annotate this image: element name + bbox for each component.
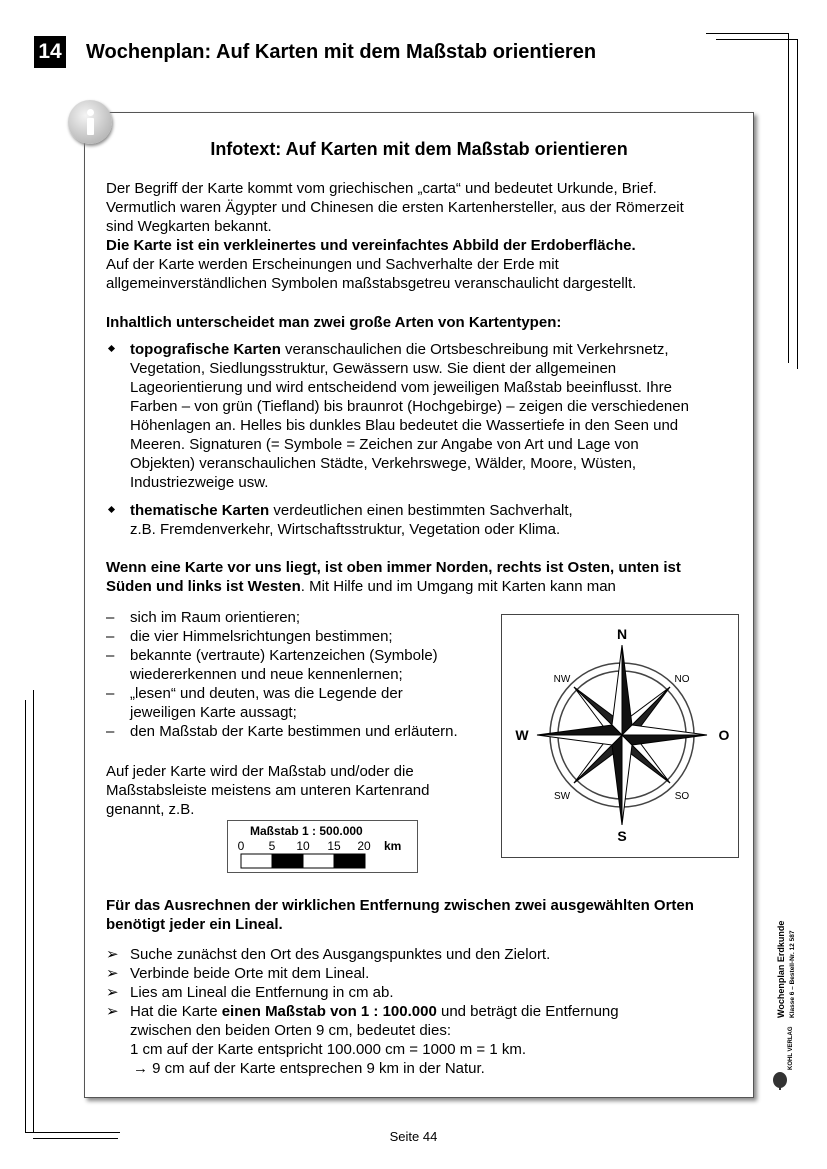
arrow-bullet-icon: ➢ bbox=[106, 984, 119, 1001]
ability-item: den Maßstab der Karte bestimmen und erläutern. bbox=[130, 723, 458, 740]
ability-item: jeweiligen Karte aussagt; bbox=[130, 704, 297, 721]
ability-item: sich im Raum orientieren; bbox=[130, 609, 301, 626]
compass-label-so: SO bbox=[674, 791, 690, 802]
scale-text: Maßstabsleiste meistens am unteren Kartenrand bbox=[106, 782, 430, 799]
topo-line: Meeren. Signaturen (= Symbole = Zeichen zur Angabe von Art und Lage von bbox=[130, 436, 639, 453]
them-line bbox=[130, 501, 573, 520]
direction-text: Wenn eine Karte vor uns liegt, ist oben immer Norden, rechts ist Osten, unten ist bbox=[106, 559, 681, 576]
step-item: 1 cm auf der Karte entspricht 100.000 cm = 1000 m = 1 km. bbox=[130, 1041, 527, 1058]
page-footer: Seite 44 bbox=[389, 1129, 438, 1144]
distance-heading: benötigt jeder ein Lineal. bbox=[106, 916, 283, 933]
compass-rose bbox=[501, 614, 739, 858]
arrow-bullet-icon: ➢ bbox=[106, 1003, 119, 1020]
scale-text: genannt, z.B. bbox=[106, 801, 195, 818]
intro-line: Vermutlich waren Ägypter und Chinesen die ersten Kartenhersteller, aus der Römerzeit bbox=[106, 199, 684, 216]
side-label bbox=[772, 900, 806, 1070]
side-label-line1: Wochenplan Erdkunde bbox=[776, 920, 786, 1018]
them-term: thematische Karten bbox=[130, 502, 270, 519]
topo-line: Vegetation, Siedlungsstruktur, Gewässern usw. Sie dient der allgemeinen bbox=[130, 360, 617, 377]
topo-term: topografische Karten bbox=[130, 341, 281, 358]
ability-item: bekannte (vertraute) Kartenzeichen (Symbole) bbox=[130, 647, 438, 664]
result-text: → 9 cm auf der Karte entsprechen 9 km in der Natur. bbox=[133, 1060, 485, 1077]
direction-rest: . Mit Hilfe und im Umgang mit Karten kann man bbox=[300, 578, 616, 595]
compass-label-nw: NW bbox=[553, 674, 571, 685]
scale-tick-label: 0 bbox=[237, 839, 245, 853]
ability-item: wiedererkennen und neue kennenlernen; bbox=[130, 666, 403, 683]
intro-line: sind Wegkarten bekannt. bbox=[106, 218, 272, 235]
dash-marker: – bbox=[106, 609, 115, 626]
scale-segment bbox=[303, 854, 334, 868]
step-item: Lies am Lineal die Entfernung in cm ab. bbox=[130, 984, 394, 1001]
topo-line: Höhenlagen an. Helles bis dunkles Blau bedeutet die Wassertiefe in den Seen und bbox=[130, 417, 679, 434]
step-item: Suche zunächst den Ort des Ausgangspunktes und den Zielort. bbox=[130, 946, 551, 963]
scale-title: Maßstab 1 : 500.000 bbox=[250, 824, 363, 838]
page-title: Wochenplan: Auf Karten mit dem Maßstab orientieren bbox=[86, 41, 597, 63]
description-line: allgemeinverständlichen Symbolen maßstabsgetreu veranschaulicht dargestellt. bbox=[106, 275, 637, 292]
arrow-bullet-icon: ➢ bbox=[106, 946, 119, 963]
them-line: z.B. Fremdenverkehr, Wirtschaftsstruktur, Vegetation oder Klima. bbox=[130, 521, 561, 538]
side-label-line2: Klasse 6 – Bestell-Nr. 12 587 bbox=[789, 930, 796, 1018]
compass-label-no: NO bbox=[674, 674, 690, 685]
types-heading: Inhaltlich unterscheidet man zwei große Arten von Kartentypen: bbox=[106, 314, 562, 331]
publisher-name: KOHL VERLAG bbox=[788, 1026, 794, 1070]
step-text: Hat die Karte bbox=[130, 1003, 222, 1020]
scale-unit: km bbox=[384, 839, 402, 853]
step-text: und beträgt die Entfernung bbox=[436, 1003, 619, 1020]
description-line: Auf der Karte werden Erscheinungen und Sachverhalte der Erde mit bbox=[106, 256, 559, 273]
publisher-logo-icon bbox=[773, 1072, 787, 1090]
topo-line: Lageorientierung und wird entscheidend vom jeweiligen Maßstab beeinflusst. Ihre bbox=[130, 379, 672, 396]
topo-line: Objekten) veranschaulichen Städte, Verkehrswege, Wälder, Moore, Wüsten, bbox=[130, 455, 637, 472]
info-title: Infotext: Auf Karten mit dem Maßstab orientieren bbox=[210, 139, 628, 159]
dash-marker: – bbox=[106, 628, 115, 645]
scale-segment bbox=[272, 854, 303, 868]
direction-text bbox=[106, 577, 616, 596]
compass-label-n: N bbox=[616, 626, 628, 642]
scale-tick-label: 10 bbox=[296, 839, 310, 853]
ability-item: „lesen“ und deuten, was die Legende der bbox=[130, 685, 403, 702]
compass-label-o: O bbox=[718, 727, 730, 743]
compass-label-w: W bbox=[515, 727, 529, 743]
scale-tick-label: 15 bbox=[327, 839, 341, 853]
them-text: verdeutlichen einen bestimmten Sachverhalt, bbox=[269, 502, 573, 519]
ability-item: die vier Himmelsrichtungen bestimmen; bbox=[130, 628, 393, 645]
dash-marker: – bbox=[106, 647, 115, 664]
scale-segment bbox=[334, 854, 365, 868]
dash-marker: – bbox=[106, 685, 115, 702]
scale-text: Auf jeder Karte wird der Maßstab und/oder die bbox=[106, 763, 414, 780]
dash-marker: – bbox=[106, 723, 115, 740]
page-number-badge: 14 bbox=[34, 36, 66, 68]
direction-bold: Süden und links ist Westen bbox=[106, 578, 301, 595]
step-item: Verbinde beide Orte mit dem Lineal. bbox=[130, 965, 370, 982]
arrow-bullet-icon: ➢ bbox=[106, 965, 119, 982]
compass-label-s: S bbox=[617, 828, 627, 844]
scale-segment bbox=[241, 854, 272, 868]
scale-tick-label: 20 bbox=[357, 839, 371, 853]
compass-label-sw: SW bbox=[553, 791, 571, 802]
scale-tick-label: 5 bbox=[268, 839, 276, 853]
topo-text: veranschaulichen die Ortsbeschreibung mit Verkehrsnetz, bbox=[280, 341, 669, 358]
step-item bbox=[130, 1002, 619, 1021]
topo-line: Farben – von grün (Tiefland) bis braunrot (Hochgebirge) – zeigen die verschiedenen bbox=[130, 398, 689, 415]
topo-line bbox=[130, 340, 669, 359]
intro-line: Der Begriff der Karte kommt vom griechischen „carta“ und bedeutet Urkunde, Brief. bbox=[106, 180, 657, 197]
distance-heading: Für das Ausrechnen der wirklichen Entfernung zwischen zwei ausgewählten Orten bbox=[106, 897, 694, 914]
scale-bar bbox=[227, 820, 418, 873]
definition-text: Die Karte ist ein verkleinertes und vereinfachtes Abbild der Erdoberfläche. bbox=[106, 237, 636, 254]
scale-segments bbox=[241, 854, 365, 868]
step-bold: einen Maßstab von 1 : 100.000 bbox=[221, 1003, 437, 1020]
topo-line: Industriezweige usw. bbox=[130, 474, 269, 491]
step-item: zwischen den beiden Orten 9 cm, bedeutet dies: bbox=[130, 1022, 452, 1039]
